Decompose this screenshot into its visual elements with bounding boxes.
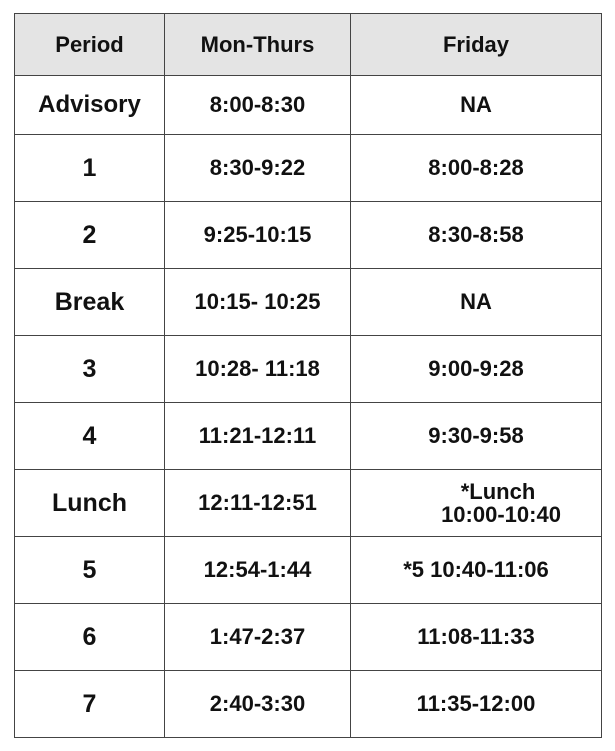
mon-thurs-cell: 10:15- 10:25 (165, 269, 351, 336)
friday-cell: 9:00-9:28 (351, 336, 602, 403)
mon-thurs-cell: 12:11-12:51 (165, 470, 351, 537)
friday-cell: NA (351, 76, 602, 135)
header-friday: Friday (351, 14, 602, 76)
header-row (15, 14, 602, 76)
friday-cell: *5 10:40-11:06 (351, 537, 602, 604)
friday-cell (351, 470, 602, 537)
friday-lunch-label: *Lunch (460, 478, 536, 504)
friday-cell: 9:30-9:58 (351, 403, 602, 470)
period-cell: 5 (15, 537, 165, 604)
table-row (15, 135, 602, 202)
period-cell: Break (15, 269, 165, 336)
period-cell: 2 (15, 202, 165, 269)
mon-thurs-cell: 8:30-9:22 (165, 135, 351, 202)
mon-thurs-cell: 11:21-12:11 (165, 403, 351, 470)
table-row (15, 336, 602, 403)
mon-thurs-cell: 8:00-8:30 (165, 76, 351, 135)
friday-cell: NA (351, 269, 602, 336)
header-mon-thurs: Mon-Thurs (165, 14, 351, 76)
header-period: Period (15, 14, 165, 76)
period-cell: 1 (15, 135, 165, 202)
table-row (15, 671, 602, 738)
mon-thurs-cell: 9:25-10:15 (165, 202, 351, 269)
period-cell: 6 (15, 604, 165, 671)
period-cell: 7 (15, 671, 165, 738)
mon-thurs-cell: 1:47-2:37 (165, 604, 351, 671)
period-cell: Advisory (15, 76, 165, 135)
table-row (15, 76, 602, 135)
friday-cell: 11:35-12:00 (351, 671, 602, 738)
table-row (15, 537, 602, 604)
table-row (15, 202, 602, 269)
table-row (15, 604, 602, 671)
bell-schedule-table (14, 13, 602, 738)
mon-thurs-cell: 10:28- 11:18 (165, 336, 351, 403)
friday-cell: 11:08-11:33 (351, 604, 602, 671)
table-row (15, 403, 602, 470)
friday-cell: 8:00-8:28 (351, 135, 602, 202)
friday-lunch-time: 10:00-10:40 (441, 502, 561, 527)
friday-cell: 8:30-8:58 (351, 202, 602, 269)
mon-thurs-cell: 12:54-1:44 (165, 537, 351, 604)
table-row (15, 269, 602, 336)
mon-thurs-cell: 2:40-3:30 (165, 671, 351, 738)
period-cell: 3 (15, 336, 165, 403)
table-row (15, 470, 602, 537)
period-cell: 4 (15, 403, 165, 470)
period-cell: Lunch (15, 470, 165, 537)
